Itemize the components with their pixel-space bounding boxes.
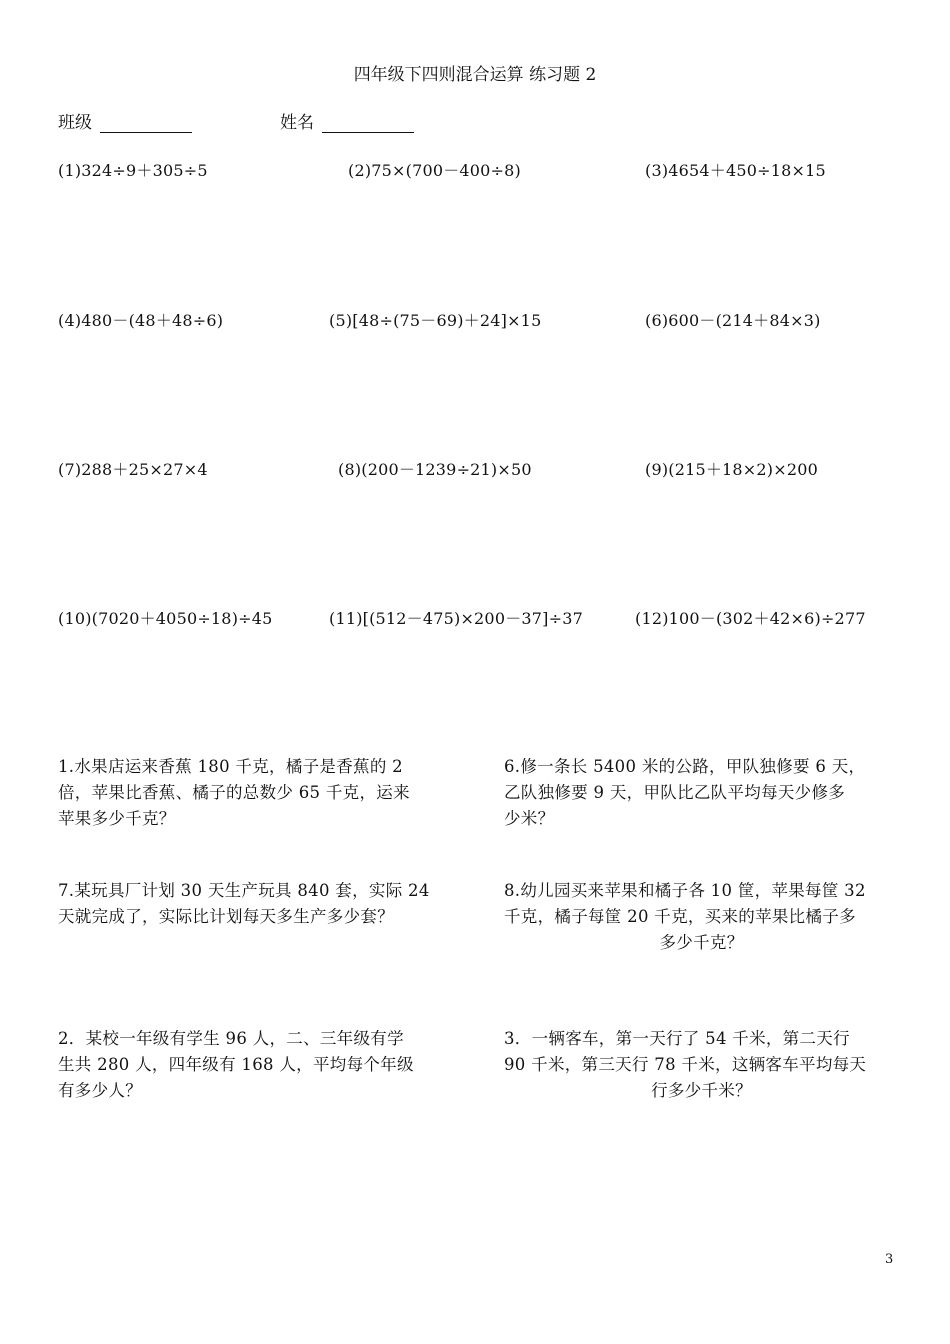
word-problem-line: 多少千克？ (659, 933, 744, 952)
word-problem-6 (504, 754, 899, 832)
word-problem-line: 天就完成了，实际比计划每天多生产多少套？ (58, 907, 394, 926)
word-problem-line: 苹果多少千克？ (58, 809, 176, 828)
word-problem-line: 8.幼儿园买来苹果和橘子各 10 筐，苹果每筐 32 (504, 881, 866, 900)
word-problem-7 (58, 878, 453, 930)
word-problem-line: 千克，橘子每筐 20 千克，买来的苹果比橘子多 (504, 907, 856, 926)
word-problem-8 (504, 878, 899, 956)
word-problem-line: 生共 280 人，四年级有 168 人，平均每个年级 (58, 1055, 414, 1074)
calc-problem-2: (2)75×(700－400÷8) (348, 161, 521, 180)
word-problem-line: 6.修一条长 5400 米的公路，甲队独修要 6 天， (504, 757, 866, 776)
class-field (58, 108, 192, 133)
word-problem-line: 有多少人？ (58, 1081, 142, 1100)
calc-problem-6: (6)600－(214＋84×3) (645, 311, 821, 330)
word-problem-line: 倍，苹果比香蕉、橘子的总数少 65 千克，运来 (58, 783, 410, 802)
word-problem-1 (58, 754, 453, 832)
calc-problem-5: (5)[48÷(75－69)＋24]×15 (329, 311, 542, 330)
class-blank[interactable] (100, 117, 192, 133)
word-problem-line: 90 千米，第三天行 78 千米，这辆客车平均每天 (504, 1055, 867, 1074)
calc-problem-9: (9)(215＋18×2)×200 (645, 460, 818, 479)
name-label: 姓名 (280, 113, 314, 133)
word-problem-line: 7.某玩具厂计划 30 天生产玩具 840 套，实际 24 (58, 881, 430, 900)
calc-problem-1: (1)324÷9＋305÷5 (58, 161, 208, 180)
calc-problem-3: (3)4654＋450÷18×15 (645, 161, 826, 180)
name-blank[interactable] (322, 117, 414, 133)
calc-problem-8: (8)(200－1239÷21)×50 (338, 460, 532, 479)
calc-problem-12: (12)100－(302＋42×6)÷277 (635, 609, 866, 628)
calc-problem-10: (10)(7020＋4050÷18)÷45 (58, 609, 273, 628)
word-problem-line: 乙队独修要 9 天，甲队比乙队平均每天少修多 (504, 783, 846, 802)
class-label: 班级 (58, 113, 92, 133)
word-problem-line: 3．一辆客车，第一天行了 54 千米，第二天行 (504, 1029, 850, 1048)
word-problem-line: 少米？ (504, 809, 555, 828)
calc-problem-11: (11)[(512－475)×200－37]÷37 (329, 609, 583, 628)
word-problem-line: 2．某校一年级有学生 96 人，二、三年级有学 (58, 1029, 404, 1048)
word-problem-line: 1.水果店运来香蕉 180 千克，橘子是香蕉的 2 (58, 757, 403, 776)
calc-problem-7: (7)288＋25×27×4 (58, 460, 208, 479)
word-problem-3 (504, 1026, 899, 1104)
page-title: 四年级下四则混合运算 练习题 2 (353, 65, 597, 85)
word-problem-2 (58, 1026, 453, 1104)
calc-problem-4: (4)480－(48＋48÷6) (58, 311, 224, 330)
word-problem-line: 行多少千米？ (651, 1081, 752, 1100)
page-number: 3 (885, 1252, 894, 1267)
name-field (280, 108, 414, 133)
